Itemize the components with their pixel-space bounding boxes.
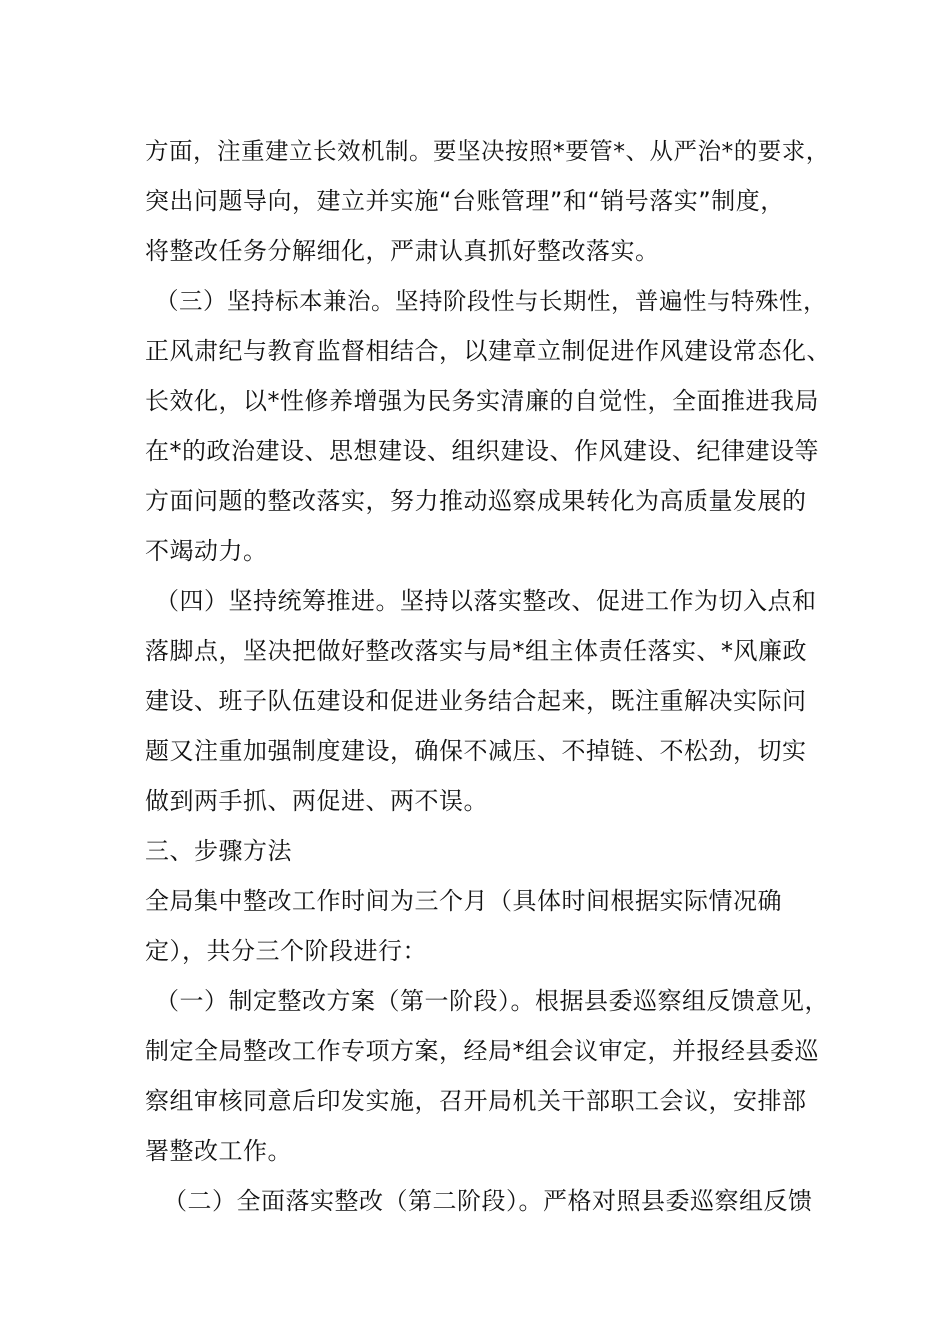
text-line: 全局集中整改工作时间为三个月（具体时间根据实际情况确 [145, 887, 782, 915]
text-line: 定），共分三个阶段进行： [145, 937, 427, 965]
section-heading-line: （三）坚持标本兼治。坚持阶段性与长期性，普遍性与特殊性， [155, 287, 827, 315]
text-line: 察组审核同意后印发实施，召开局机关干部职工会议，安排部 [145, 1087, 807, 1115]
text-line: 突出问题导向，建立并实施“台账管理”和“销号落实”制度， [145, 187, 785, 215]
text-line: 制定全局整改工作专项方案，经局*组会议审定，并报经县委巡 [145, 1037, 819, 1065]
text-line: 题又注重加强制度建设，确保不减压、不掉链、不松劲，切实 [145, 737, 807, 765]
text-line: 建设、班子队伍建设和促进业务结合起来，既注重解决实际问 [145, 687, 807, 715]
text-line: 方面，注重建立长效机制。要坚决按照*要管*、从严治*的要求， [145, 137, 830, 165]
document-body [145, 126, 831, 1226]
section-heading-line: （一）制定整改方案（第一阶段）。根据县委巡察组反馈意见， [155, 987, 829, 1015]
chapter-heading: 三、步骤方法 [145, 837, 292, 865]
text-line: 做到两手抓、两促进、两不误。 [145, 787, 488, 815]
section-heading-line: （二）全面落实整改（第二阶段）。严格对照县委巡察组反馈 [163, 1187, 813, 1215]
text-line: 长效化，以*性修养增强为民务实清廉的自觉性，全面推进我局 [145, 387, 819, 415]
text-line: 不竭动力。 [145, 537, 268, 565]
text-line: 在*的政治建设、思想建设、组织建设、作风建设、纪律建设等 [145, 437, 819, 465]
text-line: 方面问题的整改落实，努力推动巡察成果转化为高质量发展的 [145, 487, 807, 515]
text-line: 落脚点，坚决把做好整改落实与局*组主体责任落实、*风廉政 [145, 637, 807, 665]
text-line: 正风肃纪与教育监督相结合，以建章立制促进作风建设常态化、 [145, 337, 831, 365]
section-heading-line: （四）坚持统筹推进。坚持以落实整改、促进工作为切入点和 [155, 587, 817, 615]
text-line: 将整改任务分解细化，严肃认真抓好整改落实。 [145, 237, 660, 265]
text-line: 署整改工作。 [145, 1137, 292, 1165]
